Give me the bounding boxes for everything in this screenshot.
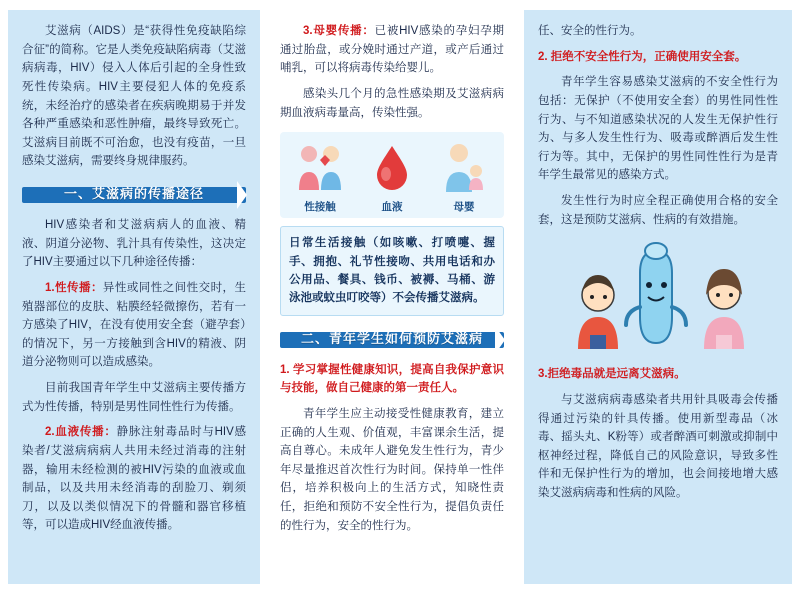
transmission-item-3 [280, 22, 504, 78]
daily-contact-highlight [280, 226, 504, 316]
acute-phase-note: 感染头几个月的急性感染期及艾滋病病期血液病毒量高，传染性强。 [280, 87, 504, 119]
transmission-icon-row [280, 132, 504, 218]
prevention-item-2-text: 青年学生容易感染艾滋病的不安全性行为包括：无保护（不使用安全套）的男性同性性行为、与不知道感染状况的人发生无保护性行为、与多人发生性行为、吸毒或醉酒后发生性行为等。其中，无保护的男性同性性行为是青年学生最常见的感染方式。 [538, 76, 778, 182]
section-header-transmission [22, 181, 246, 207]
icon-label-sexual: 性接触 [304, 201, 336, 214]
girl-character-icon [704, 269, 744, 349]
item-text-sexual: 异性或同性之间性交时，生殖器部位的皮肤、粘膜经轻微擦伤，若有一方感染了HIV，在没有使用安全套（避孕套）的情况下，另一方接触到含HIV的精液、阴道分泌物则可以造成感染。 [22, 281, 246, 369]
prevention-item-1-text: 青年学生应主动接受性健康教育，建立正确的人生观、价值观，丰富课余生活，提高自尊心。未成年人避免发生性行为，青少年尽量推迟首次性行为时间。保持单一性伴侣，培养积极向上的生活方式，知晓性责任，拒绝和预防不安全性行为，提倡负责任的性行为，安全的性行为。 [280, 407, 504, 532]
prevention-item-2-label: 2. 拒绝不安全性行为，正确使用安全套。 [538, 50, 747, 63]
condom-character-icon [626, 243, 686, 343]
column-middle [266, 10, 518, 584]
item-label-sexual: 1.性传播： [45, 281, 103, 294]
item-text-blood: 静脉注射毒品时与HIV感染者/艾滋病病病人共用未经过消毒的注射器，输用未经检测的被HIV污染的血液或血制品，以及共用未经消毒的刮脸刀、剃须刀，以及以类似情况下的骨髓和器官移植等，可以造成HIV经血液传播。 [22, 426, 247, 532]
icon-label-blood: 血液 [381, 201, 403, 214]
item-label-mother-child: 3.母婴传播： [303, 25, 375, 37]
intro-paragraph: 艾滋病（AIDS）是“获得性免疫缺陷综合征”的简称。它是人类免疫缺陷病毒（艾滋病病毒，HIV）侵入人体后引起的全身性致死性传染病。HIV主要侵犯人体的免疫系统，未经治疗的感染者在疾病晚期易于并发各种严重感染和恶性肿瘤，最终导致死亡。艾滋病目前既不可治愈，也没有疫苗，一旦感染艾滋病，需要终身规律服药。 [22, 25, 246, 168]
daily-contact-text: 日常生活接触（如咳嗽、打喷嚏、握手、拥抱、礼节性接吻、共用电话和办公用品、餐具、钱币、被褥、马桶、游泳池或蚊虫叮咬等）不会传播艾滋病。 [289, 237, 495, 305]
icon-cell-mother-baby [428, 140, 499, 214]
condom-illustration [538, 237, 778, 357]
icon-cell-blood [356, 140, 427, 214]
condom-usage-note: 发生性行为时应全程正确使用合格的安全套，这是预防艾滋病、性病的有效措施。 [538, 195, 778, 226]
column-right [524, 10, 792, 584]
boy-character-icon [578, 275, 618, 349]
transmission-note: 目前我国青年学生中艾滋病主要传播方式为性传播，特别是男性同性性行为传播。 [22, 382, 246, 413]
prevention-item-3-text: 与艾滋病病毒感染者共用针具吸毒会传播得通过污染的针具传播。使用新型毒品（冰毒、摇头丸、K粉等）或者醉酒可刺激或抑制中枢神经过程，降低自己的风险意识，导致多性伴和无保护性行为的增加，也会间接地增大感染艾滋病病毒和性病的风险。 [538, 393, 778, 499]
icon-cell-sexual [284, 140, 355, 214]
item-text-mother-child: 已被HIV感染的孕妇孕期通过胎盘，或分娩时通过产道，或产后通过哺乳，可以将病毒传染给婴儿。 [280, 25, 505, 75]
prevention-item-1-label: 1. 学习掌握性健康知识，提高自我保护意识与技能，做自己健康的第一责任人。 [280, 363, 504, 395]
transmission-item-1 [22, 279, 246, 372]
section-header-label-2: 二、青年学生如何预防艾滋病 [300, 330, 483, 346]
transmission-item-2 [22, 423, 246, 535]
continuation-text: 任、安全的性行为。 [538, 25, 642, 37]
section-header-prevention [280, 326, 504, 352]
column-left [8, 10, 260, 584]
icon-label-mother-baby: 母婴 [453, 201, 475, 214]
transmission-intro: HIV感染者和艾滋病病人的血液、精液、阴道分泌物、乳汁具有传染性，这决定了HIV主要通过以下几种途径传播： [22, 219, 246, 269]
blood-drop-icon [356, 140, 427, 196]
prevention-item-3-label: 3.拒绝毒品就是远离艾滋病。 [538, 368, 686, 381]
mother-baby-icon [428, 140, 499, 196]
section-header-label: 一、艾滋病的传播途径 [63, 186, 204, 201]
item-label-blood: 2.血液传播： [45, 426, 117, 439]
couple-icon [284, 140, 355, 196]
